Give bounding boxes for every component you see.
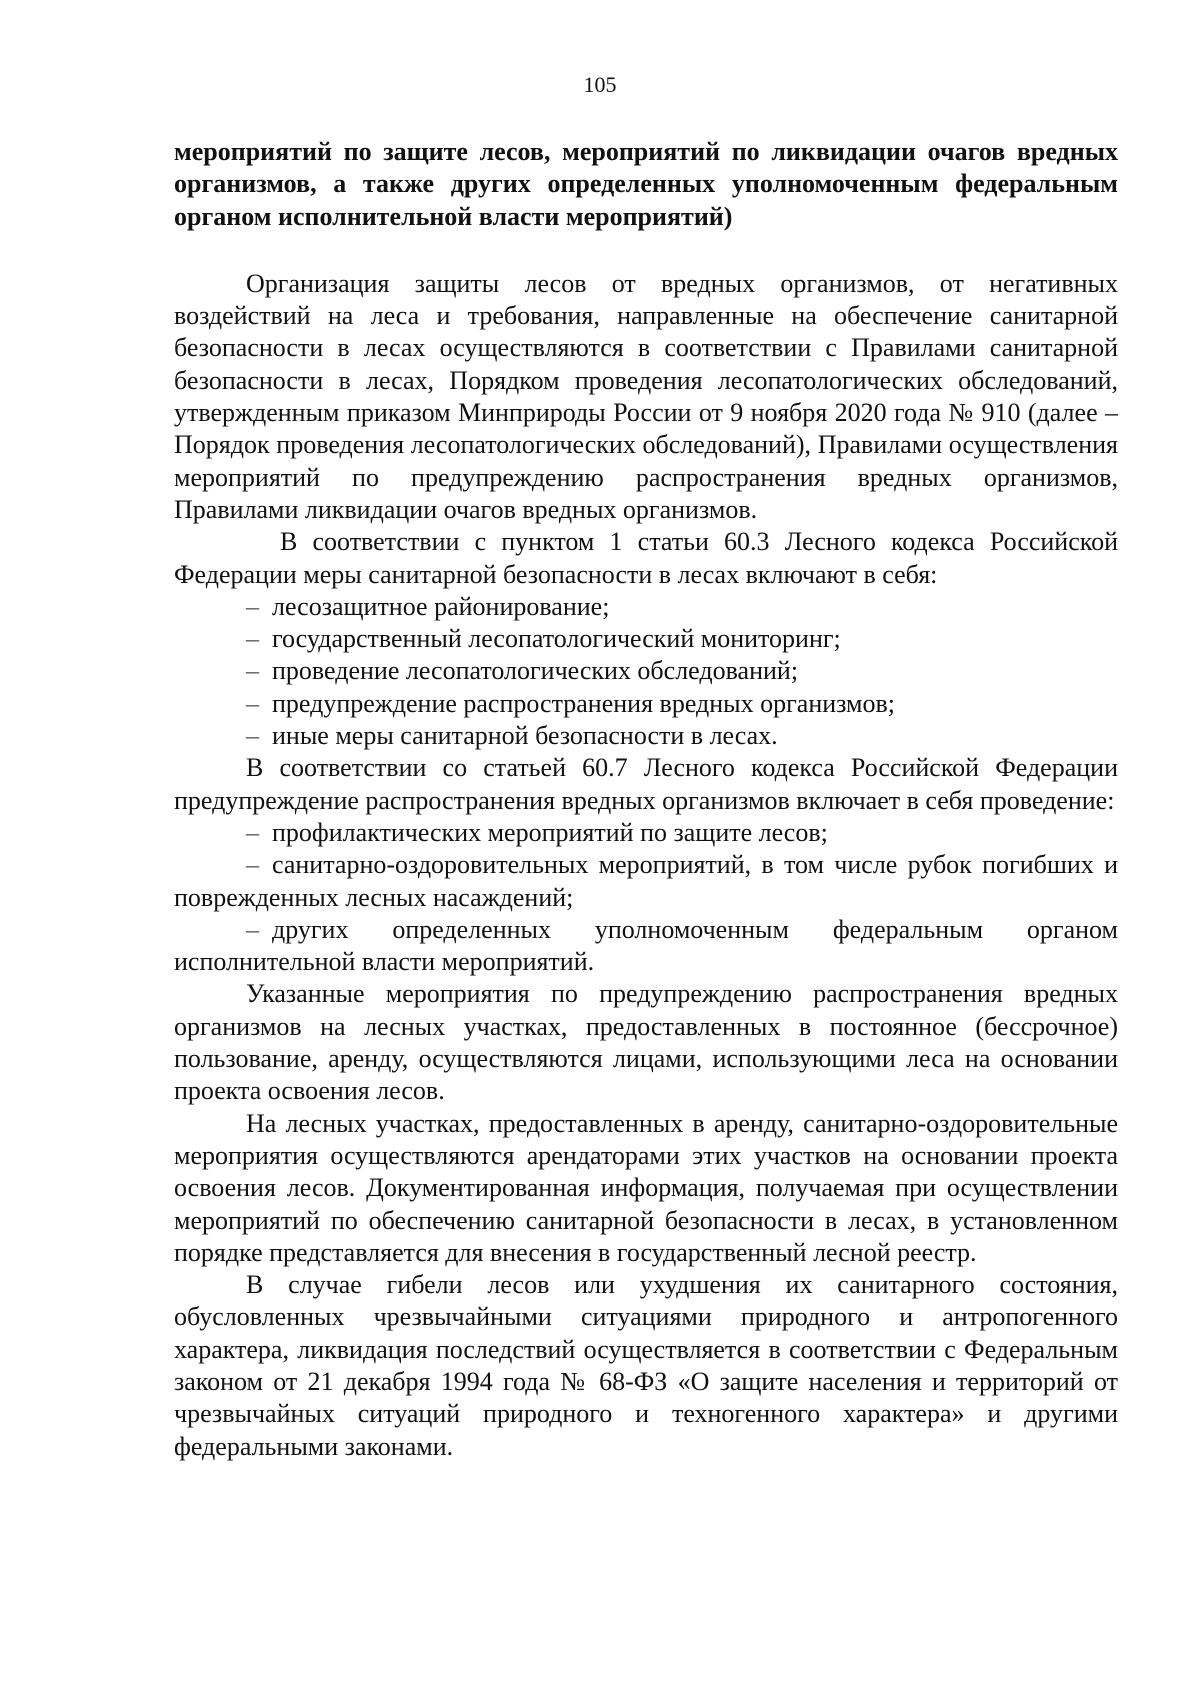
list-item-text: иные меры санитарной безопасности в лесах. [272, 721, 778, 751]
list-item-text: профилактических мероприятий по защите лесов; [272, 817, 828, 847]
dash-bullet-icon: – [246, 591, 259, 621]
dash-bullet-icon: – [246, 817, 259, 847]
list-item [174, 623, 1118, 655]
list-prevention-measures [174, 817, 1118, 978]
paragraph-measures-on-leased-plots: Указанные мероприятия по предупреждению распространения вредных организмов на лесных участках, предоставленных в постоянное (бессрочное) пользование, аренду, осуществляются лицами, использующими леса на основании проекта освоения лесов. [174, 979, 1118, 1106]
list-item-text: лесозащитное районирование; [272, 591, 610, 621]
section-heading: мероприятий по защите лесов, мероприятий по ликвидации очагов вредных организмов, а также других определенных уполномоченным федеральным органом исполнительной власти мероприятий) [174, 137, 1118, 231]
dash-bullet-icon: – [246, 656, 259, 686]
paragraph-lessee-obligations: На лесных участках, предоставленных в аренду, санитарно-оздоровительные мероприятия осуществляются арендаторами этих участков на основании проекта освоения лесов. Документированная информация, получаемая при осуществлении мероприятий по обеспечению санитарной безопасности в лесах, в установленном порядке представляется для внесения в государственный лесной реестр. [174, 1108, 1118, 1267]
dash-bullet-icon: – [246, 914, 259, 944]
paragraph-sanitary-measures-intro: В соответствии с пунктом 1 статьи 60.3 Лесного кодекса Российской Федерации меры санитарной безопасности в лесах включают в себя: [174, 527, 1118, 589]
document-body [174, 136, 1118, 1463]
list-item [174, 591, 1118, 623]
list-item [174, 688, 1118, 720]
dash-bullet-icon: – [246, 624, 259, 654]
dash-bullet-icon: – [246, 688, 259, 718]
list-item [174, 720, 1118, 752]
dash-bullet-icon: – [246, 721, 259, 751]
list-item [174, 849, 1118, 914]
page-number: 105 [583, 72, 617, 97]
list-item-text: других определенных уполномоченным федеральным органом исполнительной власти мероприятий. [174, 914, 1118, 977]
paragraph-forest-protection-organization: Организация защиты лесов от вредных организмов, от негативных воздействий на леса и требования, направленные на обеспечение санитарной безопасности в лесах осуществляются в соответствии с Правилами санитарной безопасности в лесах, Порядком проведения лесопатологических обследований, утвержденным приказом Минприроды России от 9 ноября 2020 года № 910 (далее – Порядок проведения лесопатологических обследований), Правилами осуществления мероприятий по предупреждению распространения вредных организмов, Правилами ликвидации очагов вредных организмов. [174, 268, 1118, 524]
list-item-text: проведение лесопатологических обследований; [272, 656, 799, 686]
paragraph-prevention-intro: В соответствии со статьей 60.7 Лесного кодекса Российской Федерации предупреждение распространения вредных организмов включает в себя проведение: [174, 753, 1118, 815]
list-item-text: санитарно-оздоровительных мероприятий, в том числе рубок погибших и поврежденных лесных насаждений; [174, 850, 1118, 912]
list-item-text: предупреждение распространения вредных организмов; [272, 688, 896, 718]
list-item [174, 655, 1118, 687]
dash-bullet-icon: – [246, 850, 259, 880]
list-item [174, 914, 1118, 979]
list-sanitary-measures [174, 591, 1118, 752]
paragraph-emergency-situations: В случае гибели лесов или ухудшения их санитарного состояния, обусловленных чрезвычайными ситуациями природного и антропогенного характера, ликвидация последствий осуществляется в соответствии с Федеральным законом от 21 декабря 1994 года № 68-ФЗ «О защите населения и территорий от чрезвычайных ситуаций природного и техногенного характера» и другими федеральными законами. [174, 1270, 1118, 1461]
list-item-text: государственный лесопатологический мониторинг; [272, 624, 841, 654]
list-item [174, 817, 1118, 849]
